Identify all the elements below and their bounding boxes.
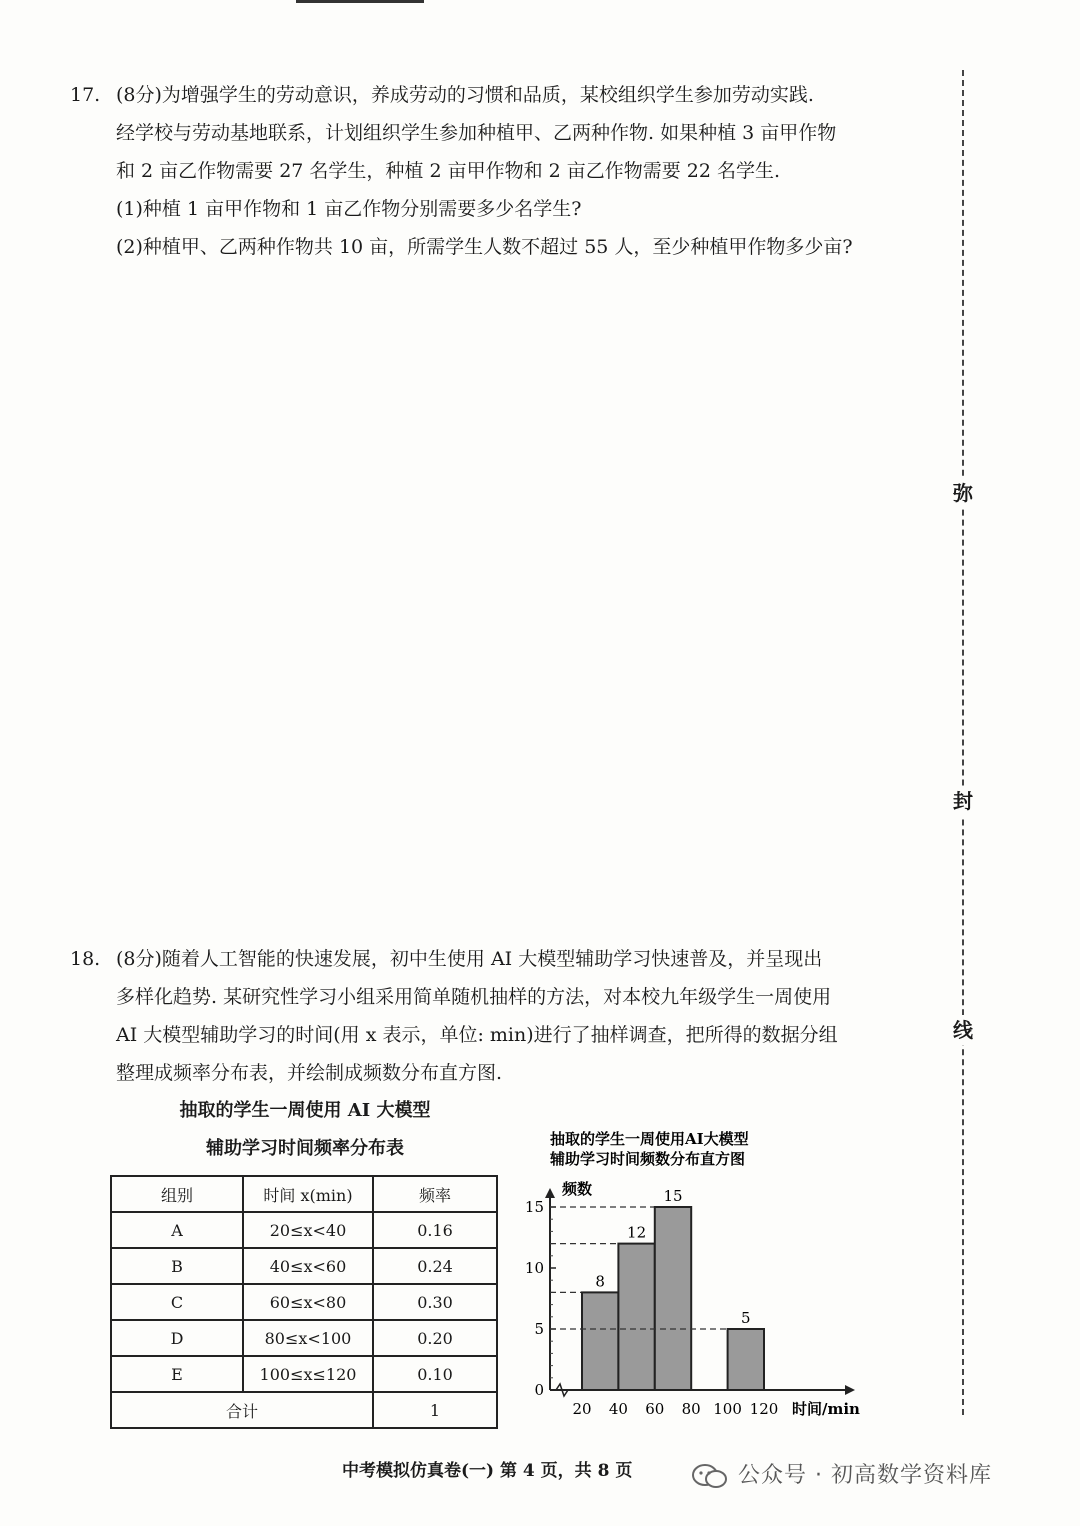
table-row [111,1284,497,1320]
x-axis-label: 时间/min [792,1400,860,1418]
q17-line-1: 17. (8分)为增强学生的劳动意识，养成劳动的习惯和品质，某校组织学生参加劳动实践. [70,76,950,114]
header-group: 组别 [111,1176,243,1212]
histogram-bar [582,1292,618,1390]
footer-page-info: 中考模拟仿真卷(一) 第 4 页，共 8 页 [342,1461,633,1481]
seal-char-mi: 弥 [950,478,976,508]
wechat-icon [690,1463,730,1489]
cell-frequency: 0.30 [373,1284,497,1320]
y-tick-label: 0 [534,1381,544,1399]
cell-time: 40≤x<60 [243,1248,373,1284]
cell-frequency: 0.24 [373,1248,497,1284]
table-row [111,1320,497,1356]
x-tick-label: 120 [749,1400,779,1418]
y-tick-label: 5 [534,1320,544,1338]
x-tick-label: 40 [608,1400,628,1418]
y-tick-label: 10 [524,1259,544,1277]
cell-group: C [111,1284,243,1320]
y-axis-label: 频数 [562,1180,593,1198]
cell-time: 20≤x<40 [243,1212,373,1248]
table-title-line-2: 辅助学习时间频率分布表 [206,1138,404,1159]
table-header-row [111,1176,497,1212]
cell-frequency: 0.20 [373,1320,497,1356]
bar-value-label: 8 [595,1272,605,1291]
q18-line-2: 多样化趋势. 某研究性学习小组采用简单随机抽样的方法，对本校九年级学生一周使用 [116,986,832,1008]
q17-line-3: 和 2 亩乙作物需要 27 名学生，种植 2 亩甲作物和 2 亩乙作物需要 22 名学生. [116,160,781,182]
watermark-text: 公众号 · 初高数学资料库 [738,1463,992,1488]
y-tick-label: 15 [524,1198,544,1216]
x-tick-label: 60 [645,1400,665,1418]
watermark [690,1458,992,1489]
table-row [111,1356,497,1392]
histogram-chart [520,1120,880,1420]
cell-time: 80≤x<100 [243,1320,373,1356]
q18-number: 18. [70,948,101,970]
chart-title-line-1: 抽取的学生一周使用AI大模型 [550,1130,749,1148]
cell-time: 100≤x≤120 [243,1356,373,1392]
x-tick-label: 80 [681,1400,701,1418]
cell-frequency: 0.16 [373,1212,497,1248]
table-title-line-1: 抽取的学生一周使用 AI 大模型 [179,1100,431,1121]
x-tick-label: 100 [713,1400,742,1418]
table-row [111,1248,497,1284]
bar-value-label: 15 [663,1187,683,1205]
x-tick-label: 20 [572,1400,592,1418]
total-value: 1 [373,1392,497,1428]
bar-value-label: 12 [627,1223,647,1242]
total-label: 合计 [111,1392,373,1428]
seal-char-xian: 线 [950,1015,976,1045]
bar-value-label: 5 [741,1309,751,1327]
cell-time: 60≤x<80 [243,1284,373,1320]
question-18 [70,940,950,1092]
header-time: 时间 x(min) [243,1176,373,1212]
cell-group: D [111,1320,243,1356]
cell-frequency: 0.10 [373,1356,497,1392]
q17-part-1: (1)种植 1 亩甲作物和 1 亩乙作物分别需要多少名学生? [116,198,582,220]
histogram-bar [618,1244,654,1390]
question-17 [70,76,950,266]
x-axis-arrow [845,1385,855,1395]
cell-group: B [111,1248,243,1284]
q17-line-2: 经学校与劳动基地联系，计划组织学生参加种植甲、乙两种作物. 如果种植 3 亩甲作物 [116,122,837,144]
seal-dashed-line [962,70,964,1415]
top-edge-bar [296,0,424,3]
histogram-bar [728,1329,764,1390]
frequency-table [110,1175,498,1429]
cell-group: E [111,1356,243,1392]
q18-line-4: 整理成频率分布表，并绘制成频数分布直方图. [116,1062,503,1084]
table-total-row [111,1392,497,1428]
table-row [111,1212,497,1248]
histogram-bar [655,1207,691,1390]
chart-title-line-2: 辅助学习时间频数分布直方图 [550,1150,746,1168]
seal-char-feng: 封 [950,786,976,816]
q17-number: 17. [70,84,101,106]
q18-line-1: 18. (8分)随着人工智能的快速发展，初中生使用 AI 大模型辅助学习快速普及，并呈现出 [70,940,950,978]
cell-group: A [111,1212,243,1248]
header-frequency: 频率 [373,1176,497,1212]
y-axis-arrow [545,1188,555,1198]
q18-line-3: AI 大模型辅助学习的时间(用 x 表示，单位: min)进行了抽样调查，把所得的数据分组 [116,1024,838,1046]
q17-part-2: (2)种植甲、乙两种作物共 10 亩，所需学生人数不超过 55 人，至少种植甲作物多少亩? [116,236,853,258]
